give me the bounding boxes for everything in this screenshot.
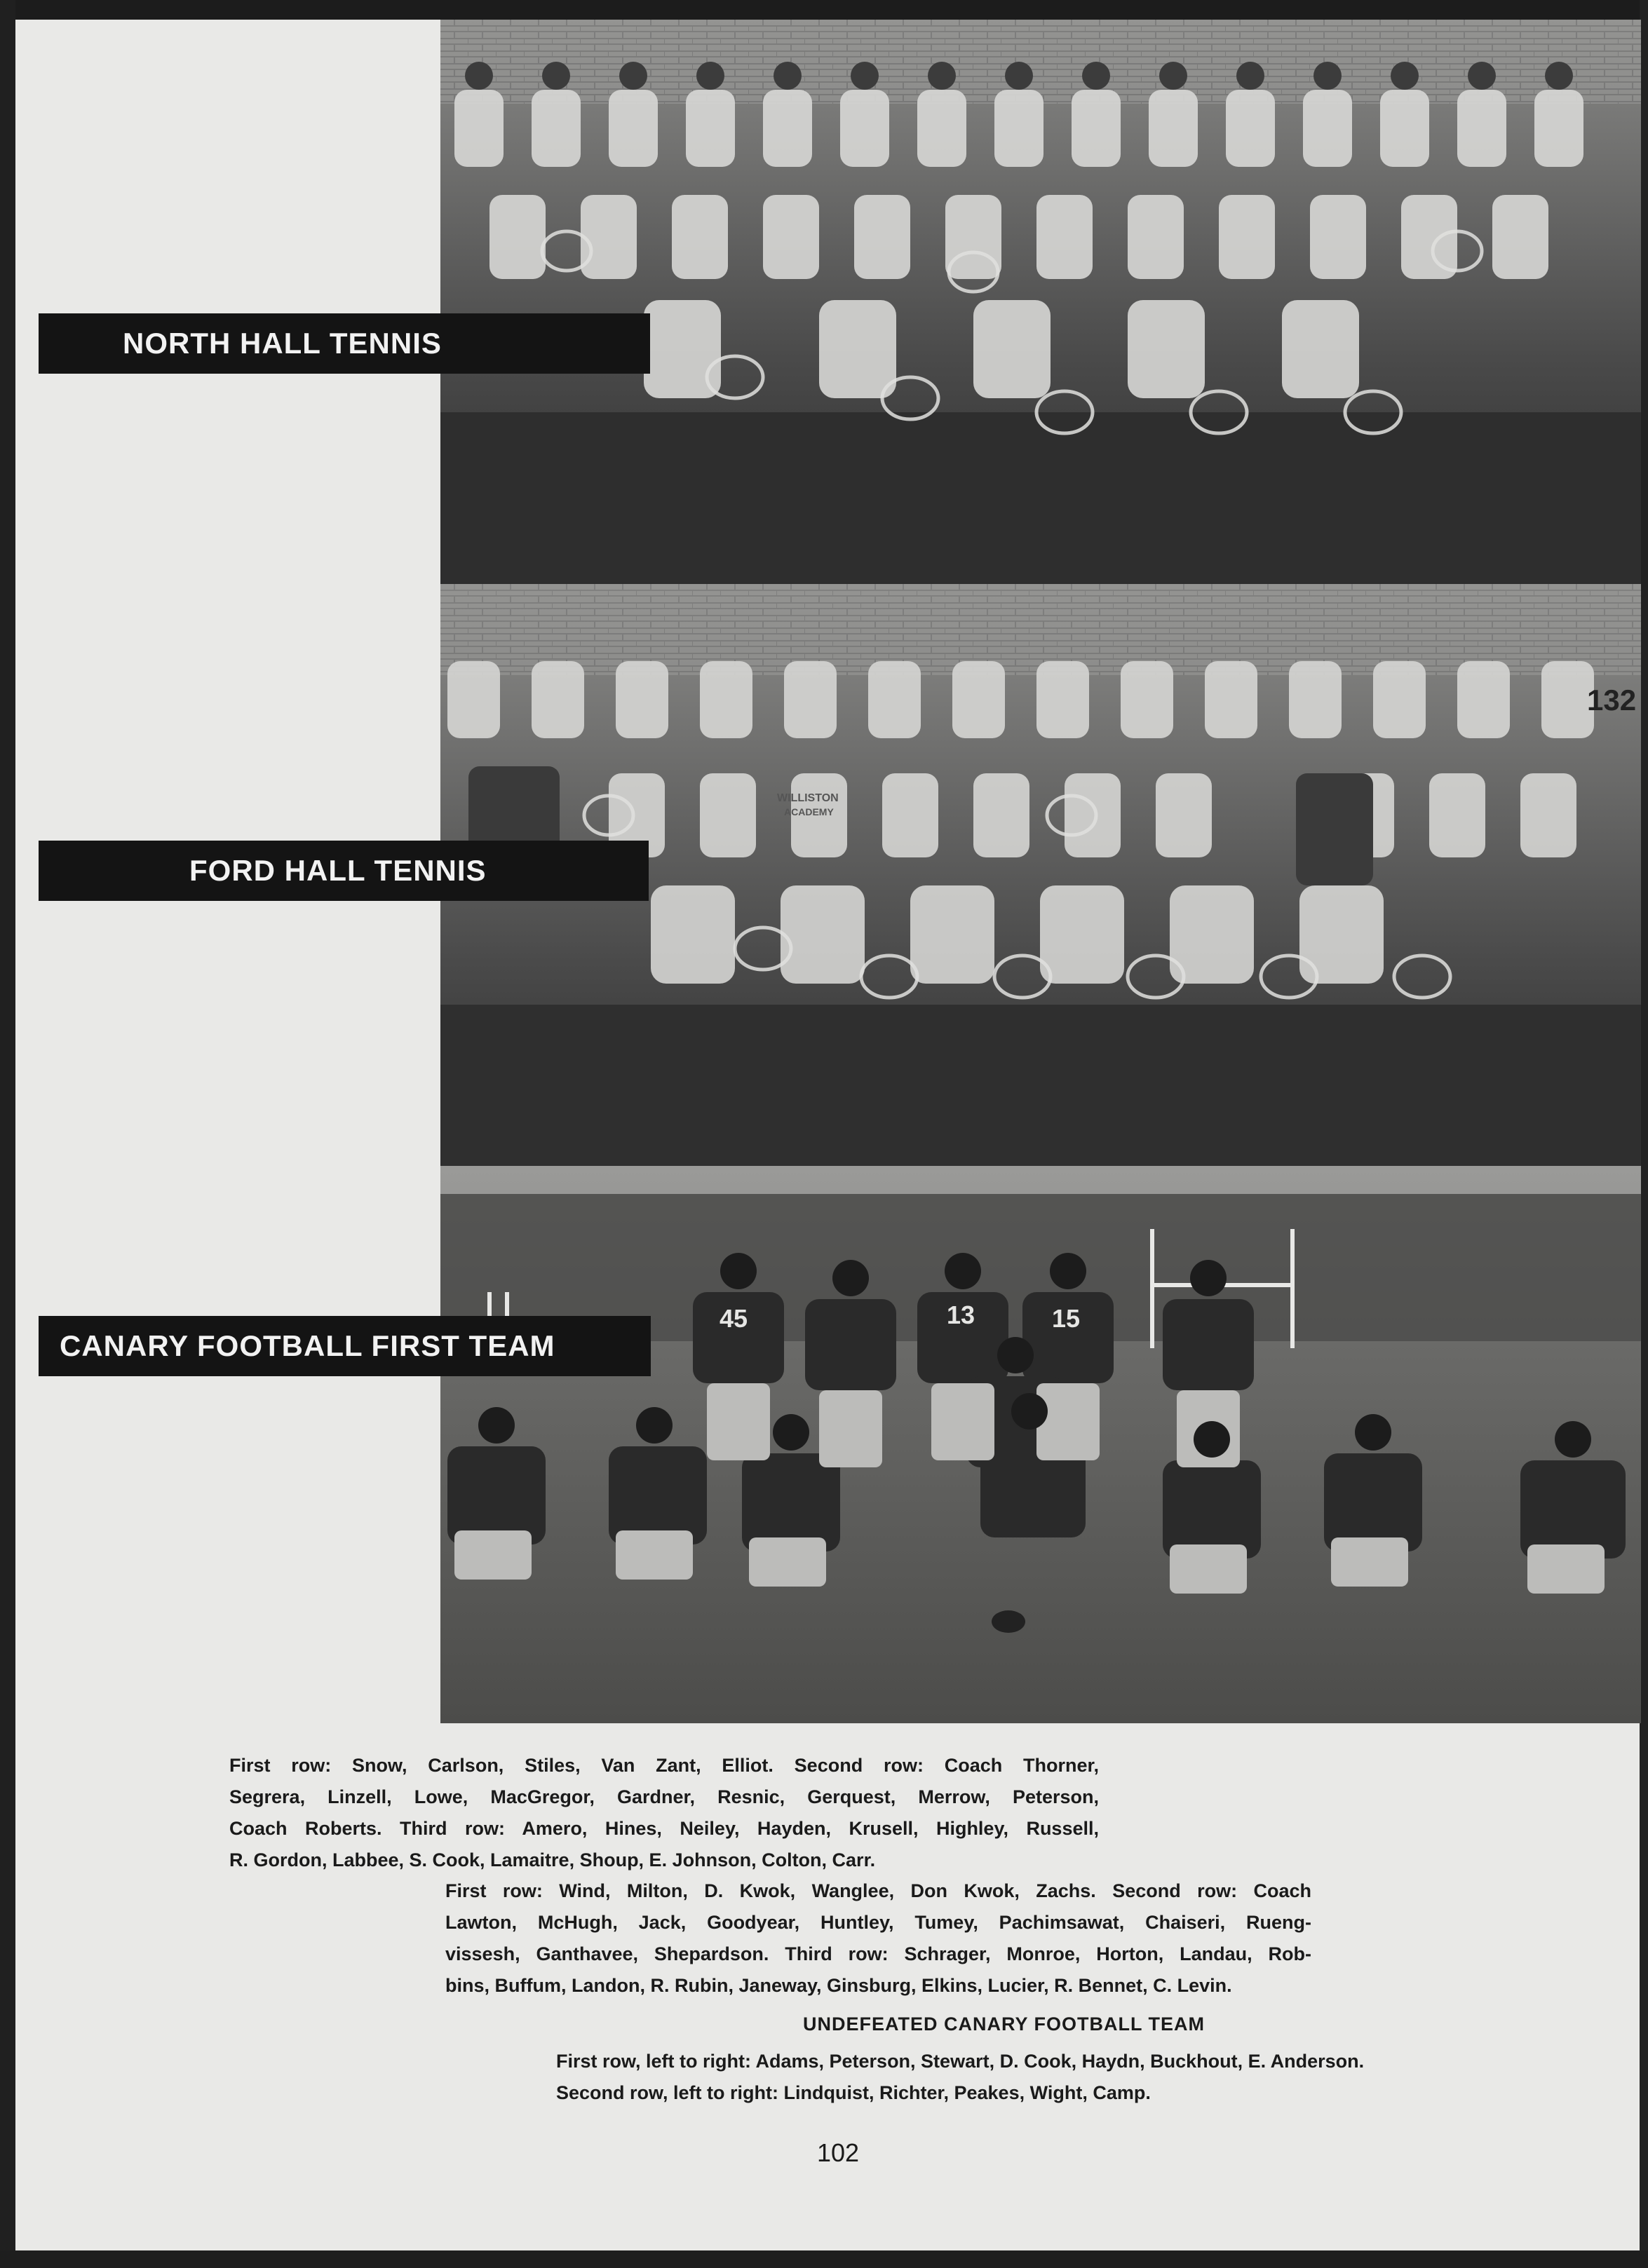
- scan-border-left: [0, 0, 15, 2268]
- caption-line: R. Gordon, Labbee, S. Cook, Lamaitre, Shoup, E. Johnson, Colton, Carr.: [229, 1849, 876, 1870]
- ford-hall-tennis-label: FORD HALL TENNIS: [39, 841, 649, 901]
- north-hall-tennis-label: NORTH HALL TENNIS: [39, 313, 650, 374]
- canary-football-photo: [440, 1166, 1641, 1723]
- north-hall-tennis-caption: [229, 1750, 1099, 1876]
- jersey-number-13: 13: [947, 1301, 975, 1329]
- page-number: 102: [817, 2138, 860, 2167]
- caption-line: bins, Buffum, Landon, R. Rubin, Janeway, Ginsburg, Elkins, Lucier, R. Bennet, C. Levin.: [445, 1975, 1232, 1996]
- jersey-number-45: 45: [720, 1304, 748, 1333]
- caption-line: First row, left to right: Adams, Peterson, Stewart, D. Cook, Haydn, Buckhout, E. Anderson.: [556, 2051, 1365, 2072]
- caption-line: vissesh, Ganthavee, Shepardson. Third row: Schrager, Monroe, Horton, Landau, Rob-: [445, 1943, 1311, 1964]
- canary-football-first-team-label: CANARY FOOTBALL FIRST TEAM: [39, 1316, 651, 1376]
- caption-line: Coach Roberts. Third row: Amero, Hines, Neiley, Hayden, Krusell, Highley, Russell,: [229, 1818, 1099, 1839]
- caption-line: First row: Snow, Carlson, Stiles, Van Zant, Elliot. Second row: Coach Thorner,: [229, 1755, 1099, 1776]
- caption-line: Second row, left to right: Lindquist, Richter, Peakes, Wight, Camp.: [556, 2082, 1151, 2103]
- ford-hall-tennis-caption: [445, 1875, 1311, 2002]
- scan-border-top: [0, 0, 1648, 20]
- north-hall-tennis-photo: [440, 20, 1641, 584]
- undefeated-canary-football-caption: [556, 2046, 1538, 2109]
- undefeated-canary-football-title: UNDEFEATED CANARY FOOTBALL TEAM: [803, 2014, 1205, 2035]
- shirt-text-williston: WILLISTON: [777, 792, 839, 804]
- caption-line: Lawton, McHugh, Jack, Goodyear, Huntley, Tumey, Pachimsawat, Chaiseri, Rueng-: [445, 1912, 1311, 1933]
- caption-line: Segrera, Linzell, Lowe, MacGregor, Gardner, Resnic, Gerquest, Merrow, Peterson,: [229, 1786, 1099, 1807]
- caption-line: First row: Wind, Milton, D. Kwok, Wanglee, Don Kwok, Zachs. Second row: Coach: [445, 1880, 1311, 1901]
- jersey-number-15: 15: [1052, 1304, 1081, 1333]
- shirt-text-academy: ACADEMY: [784, 806, 834, 817]
- ford-jersey-number: 132: [1587, 684, 1637, 717]
- scan-border-bottom: [0, 2250, 1648, 2268]
